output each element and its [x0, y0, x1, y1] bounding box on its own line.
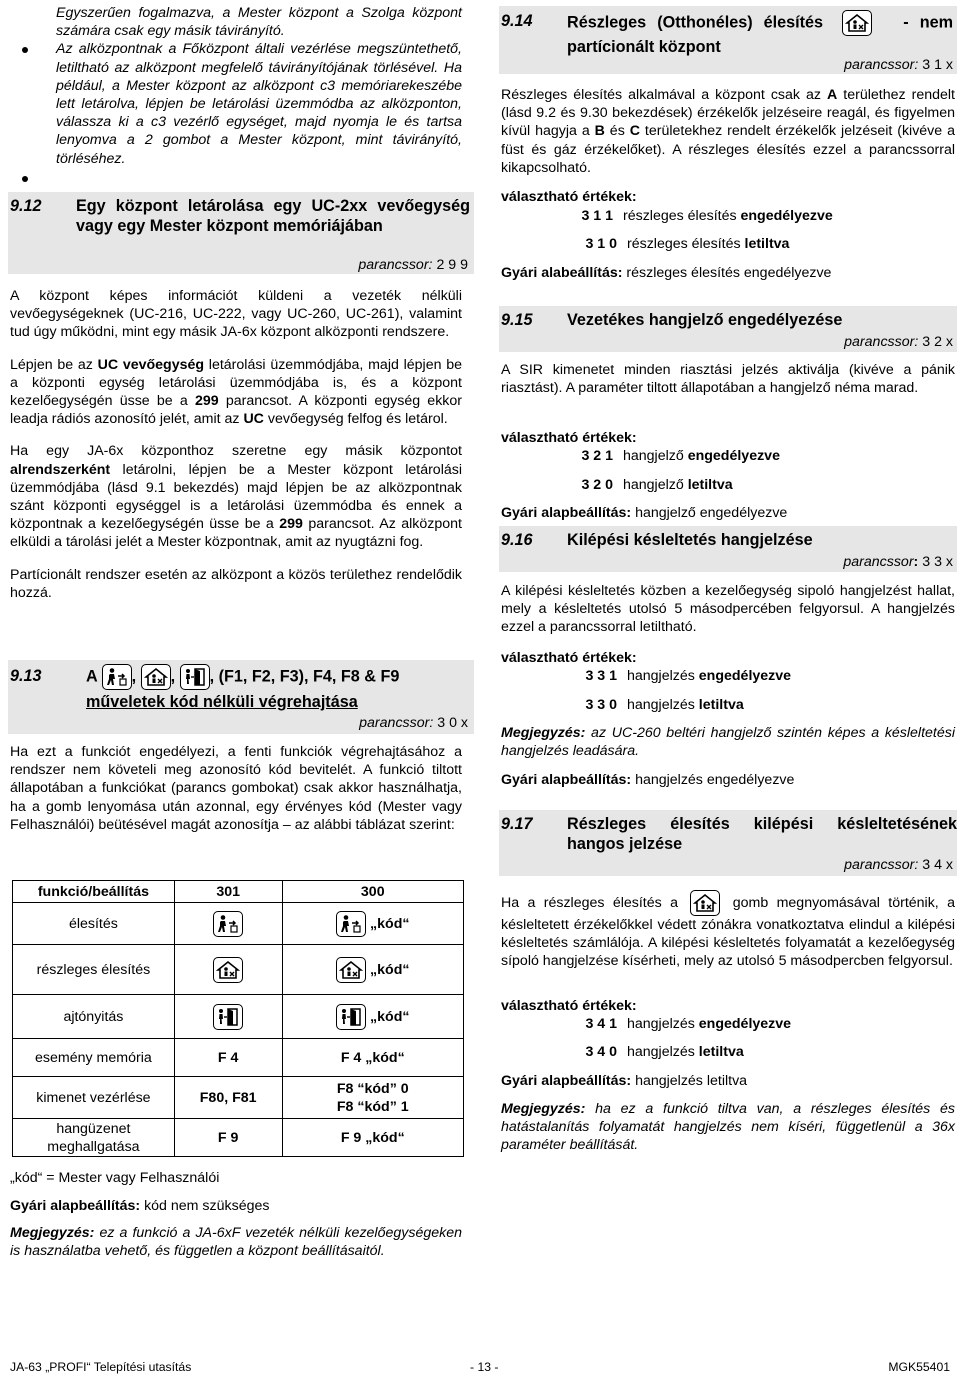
row-label: részleges élesítés	[13, 945, 175, 995]
column-header: 301	[174, 881, 282, 903]
table-cell	[174, 903, 282, 945]
table-cell: „kód“	[282, 995, 463, 1039]
section-number: 9.13	[10, 667, 42, 685]
section-title: A , , , (F1, F2, F3), F4, F8 & F9 műveletek kód nélküli végrehajtása	[86, 664, 474, 714]
command-line: parancssor: 3 1 x	[844, 57, 953, 73]
value-option: 3 1 0 részleges élesítés letiltva	[585, 236, 790, 252]
table-cell: „kód“	[282, 945, 463, 995]
note: Megjegyzés: az UC-260 beltéri hangjelző szintén képes a késleltetési hangjelzés leadására.	[501, 725, 955, 760]
command-line: parancssor: 3 3 x	[843, 554, 953, 570]
table-cell: F80, F81	[174, 1077, 282, 1119]
section-title: Kilépési késleltetés hangjelzése	[567, 531, 813, 549]
arm-icon	[336, 911, 366, 937]
values-label: választható értékek:	[501, 430, 637, 446]
section-9-15-header	[499, 306, 957, 352]
section-9-16-header	[499, 526, 957, 572]
page-number: - 13 -	[470, 1360, 499, 1374]
command-line: parancssor: 3 4 x	[844, 857, 953, 873]
paragraph: Partícionált rendszer esetén az alközpont a közös területhez rendelődik hozzá.	[10, 566, 462, 601]
value-option: 3 1 1 részleges élesítés engedélyezve	[581, 208, 833, 224]
value-option: 3 4 1 hangjelzés engedélyezve	[585, 1016, 792, 1032]
value-option: 3 4 0 hangjelzés letiltva	[585, 1044, 744, 1060]
column-header: funkció/beállítás	[13, 881, 175, 903]
command-value: 3 1 x	[922, 57, 953, 73]
bullet-dot	[22, 176, 28, 182]
values-label: választható értékek:	[501, 998, 637, 1014]
section-number: 9.12	[10, 197, 42, 215]
row-label: ajtónyitás	[13, 995, 175, 1039]
table-cell: F 9	[174, 1119, 282, 1157]
door-open-icon	[336, 1004, 366, 1030]
section-title: Részleges élesítés kilépési késleltetésének hangos jelzése	[567, 815, 957, 853]
command-value: 3 4 x	[922, 857, 953, 873]
intro-text	[56, 4, 462, 168]
table-row	[13, 945, 464, 995]
table-cell: „kód“	[282, 903, 463, 945]
paragraph: A kilépési késleltetés közben a kezelőegység sipoló hangjelzést hallat, mely a késleltetés utolsó 5 másodpercében felgyorsul. A hangjelzés ezzel a parancssorral letiltható.	[501, 583, 955, 636]
table-cell: F 9 „kód“	[282, 1119, 463, 1157]
value-option: 3 2 1 hangjelző engedélyezve	[581, 448, 780, 464]
section-number: 9.16	[501, 531, 533, 549]
paragraph: Ha a részleges élesítés a gomb megnyomásával történik, a késleltetett érzékelőkkel védett zónákra vonatkoztatva elindul a kilépési késleltetés számlálója. A kilépési késleltetés folyamatát a kezelőegység sípoló hangjelzése kísérheti, mely az utolsó 5 másodpercben felgyorsul.	[501, 890, 955, 971]
default-setting: Gyári alabeállítás: részleges élesítés engedélyezve	[501, 265, 832, 281]
partial-arm-icon	[842, 10, 872, 36]
table-header-row	[13, 881, 464, 903]
default-setting: Gyári alapbeállítás: kód nem szükséges	[10, 1198, 270, 1214]
table-cell: F 4	[174, 1039, 282, 1077]
section-9-14-header	[499, 6, 957, 74]
table-row	[13, 1077, 464, 1119]
paragraph: Ha egy JA-6x központhoz szeretne egy másik központot alrendszerként letárolni, lépjen be a Mester központ letárolási üzemmódjába (lásd 9.1 bekezdés) majd lépjen be az alközpontnak szánt központi egységgel is a letárolási üzemmódba és ennek a központnak a kezelőegységén üsse be a 299 parancsot. Az alközpont elküldi a tárolási jelét a Mester központnak, amit az nyugtázni fog.	[10, 443, 462, 551]
section-9-12-header	[8, 192, 474, 274]
command-value: 3 3 x	[922, 554, 953, 570]
door-open-icon	[213, 1004, 243, 1030]
command-line: parancssor: 3 2 x	[844, 334, 953, 350]
table-row	[13, 1119, 464, 1157]
row-label: esemény memória	[13, 1039, 175, 1077]
command-line: parancssor: 2 9 9	[358, 257, 468, 273]
intro-bullet-text: Az alközpontnak a Főközpont általi vezérlése megszüntethető, letiltható az alközpont megfelelő távirányítójának törlésével.	[56, 41, 462, 76]
value-option: 3 3 0 hangjelzés letiltva	[585, 697, 744, 713]
command-value: 2 9 9	[436, 257, 468, 273]
note: Megjegyzés: ha ez a funkció tiltva van, a részleges élesítés és hatástalanítás folyamatát hangjelzés nem kíséri, függetlenül a 36x paraméter beállítását.	[501, 1101, 955, 1154]
table-cell: F 4 „kód“	[282, 1039, 463, 1077]
partial-arm-icon	[690, 890, 720, 916]
section-title: Egy központ letárolása egy UC-2xx vevőegység vagy egy Mester központ memóriájában	[76, 197, 470, 235]
section-number: 9.17	[501, 815, 533, 833]
arm-icon	[213, 911, 243, 937]
section-title: Részleges (Otthonéles) élesítés - nem partícionált központ	[567, 10, 957, 58]
footer-doc-code: MGK55401	[888, 1360, 950, 1374]
partial-arm-icon	[213, 957, 243, 983]
row-label: hangüzenet meghallgatása	[13, 1119, 175, 1157]
table-note: „kód“ = Mester vagy Felhasználói	[10, 1170, 220, 1186]
table-row	[13, 1039, 464, 1077]
arm-icon	[102, 664, 132, 690]
default-setting: Gyári alapbeállítás: hangjelző engedélyezve	[501, 505, 788, 521]
paragraph: A SIR kimenetet minden riasztási jelzés aktiválja (kivéve a pánik riasztást). A paraméter tiltott állapotában a hangjelző néma marad.	[501, 362, 955, 397]
command-value: 3 0 x	[437, 715, 468, 731]
section-title: Vezetékes hangjelző engedélyezése	[567, 311, 843, 329]
note: Megjegyzés: ez a funkció a JA-6xF vezeték nélküli kezelőegységeken is használatba vehető, és független a központ beállításaitól.	[10, 1225, 462, 1260]
section-9-13-body	[10, 743, 462, 834]
footer-doc-title: JA-63 „PROFI“ Telepítési utasítás	[10, 1360, 192, 1374]
default-setting: Gyári alapbeállítás: hangjelzés letiltva	[501, 1073, 748, 1089]
intro-line: Egyszerűen fogalmazva, a Mester központ a Szolga központ számára csak egy másik távirányító.	[56, 5, 462, 40]
paragraph: Részleges élesítés alkalmával a központ csak az A területhez rendelt (lásd 9.2 és 9.30 bekezdések) érzékelők jelzéseire reagál, és figyelmen kívül hagyja a B és C területekhez rendelt érzékelők jelzéseit (kivéve a füst és gáz érzékelőket). A részleges élesítés ezzel a parancssorral kikapcsolható.	[501, 87, 955, 176]
command-line: parancssor: 3 0 x	[359, 715, 468, 731]
table-row	[13, 995, 464, 1039]
door-open-icon	[180, 664, 210, 690]
section-9-17-header	[499, 810, 957, 876]
row-label: élesítés	[13, 903, 175, 945]
table-row	[13, 903, 464, 945]
values-label: választható értékek:	[501, 650, 637, 666]
paragraph: A központ képes információt küldeni a vezeték nélküli vevőegységeknek (UC-216, UC-222, vagy UC-260, UC-261), valamint tud úgy működni, mint egy másik JA-6x központ alközponti rendszere.	[10, 288, 462, 341]
partial-arm-icon	[141, 664, 171, 690]
values-label: választható értékek:	[501, 189, 637, 205]
section-9-13-header	[8, 660, 474, 734]
value-option: 3 3 1 hangjelzés engedélyezve	[585, 668, 792, 684]
section-number: 9.15	[501, 311, 533, 329]
bullet-dot	[22, 47, 28, 53]
intro-bullet-text2: Ha például, a Mester központ az alközpont c3 memóriarekeszébe lett letárolva, lépjen be letárolási üzemmódba az alközponton, válassza ki a c3 vezérlő egységet, majd nyomja le és tartsa lenyomva a 2 gombot a Mester központ, mint távirányító, törléséhez.	[56, 59, 462, 167]
paragraph: Ha ezt a funkciót engedélyezi, a fenti funkciók végrehajtásához a rendszer nem követeli meg azonosító kód bevitelét. A funkció tiltott állapotában a funkciókat (parancs gombokat) csak akkor használhatja, ha a gomb lenyomása után azonnal, egy érvényes kód (Mester vagy Felhasználói) beütésével magát azonosítja – az alábbi táblázat szerint:	[10, 744, 462, 833]
default-setting: Gyári alapbeállítás: hangjelzés engedélyezve	[501, 772, 795, 788]
section-number: 9.14	[501, 12, 533, 30]
table-cell	[174, 945, 282, 995]
value-option: 3 2 0 hangjelző letiltva	[581, 477, 733, 493]
function-table	[12, 880, 464, 1157]
partial-arm-icon	[336, 957, 366, 983]
table-cell	[174, 995, 282, 1039]
row-label: kimenet vezérlése	[13, 1077, 175, 1119]
command-value: 3 2 x	[922, 334, 953, 350]
table-cell: F8 “kód” 0 F8 “kód” 1	[282, 1077, 463, 1119]
column-header: 300	[282, 881, 463, 903]
paragraph: Lépjen be az UC vevőegység letárolási üzemmódjába, majd lépjen be a központi egység letárolási üzemmódjába is, és a központ kezelőegységén üsse be a 299 parancsot. A központi egység ekkor leadja rádiós azonosító jelét, amit az UC vevőegység felfog és letárol.	[10, 356, 463, 428]
section-9-12-body	[10, 287, 462, 602]
